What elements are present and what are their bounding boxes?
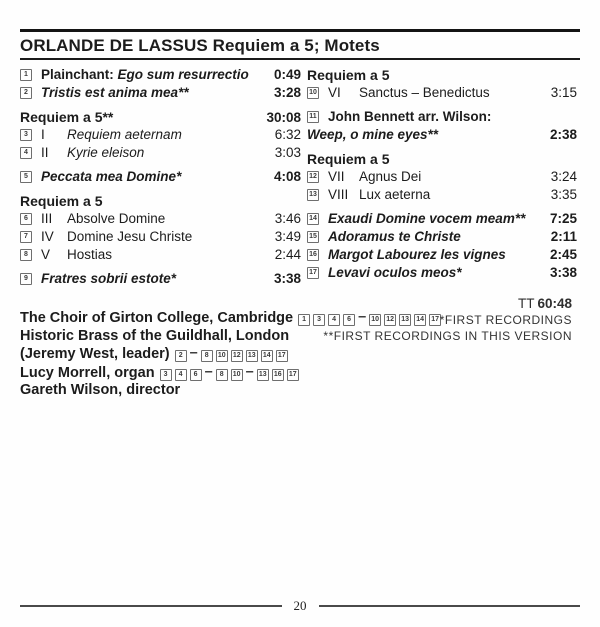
track-number-box: 12 [307, 171, 319, 183]
track-group [20, 108, 301, 162]
track-time: 7:25 [549, 211, 577, 226]
performer-line [20, 382, 580, 400]
track-row [20, 144, 301, 162]
movement-roman: I [41, 127, 45, 142]
work-heading-row [307, 66, 577, 84]
work-heading: Requiem a 5 [20, 193, 103, 209]
track-title: Peccata mea Domine* [41, 169, 182, 184]
track-title: Agnus Dei [359, 169, 422, 184]
track-number-box: 16 [307, 249, 319, 261]
track-title: Exaudi Domine vocem meam** [328, 211, 526, 226]
work-heading: Requiem a 5 [307, 67, 390, 83]
track-row [20, 246, 301, 264]
movement-roman: III [41, 211, 53, 226]
track-row [20, 210, 301, 228]
track-row [307, 108, 577, 126]
tracklist-right-column [307, 66, 577, 288]
top-rule [20, 29, 580, 32]
track-number-box: 11 [307, 111, 319, 123]
track-title: Domine Jesu Christe [67, 229, 193, 244]
total-time-value: 60:48 [537, 296, 572, 311]
footnote-first-recordings: *FIRST RECORDINGS [439, 313, 572, 327]
track-title-italic: Ego sum resurrectio [117, 67, 249, 82]
track-group [307, 66, 577, 102]
track-row [307, 126, 577, 144]
track-time: 3:38 [273, 271, 301, 286]
track-group [307, 210, 577, 282]
track-group [20, 270, 301, 288]
track-row [307, 264, 577, 282]
track-title: Adoramus te Christe [328, 229, 461, 244]
track-time: 3:24 [550, 169, 577, 184]
track-time: 2:11 [550, 229, 577, 244]
track-title: Tristis est anima mea** [41, 85, 189, 100]
track-number-box: 4 [20, 147, 32, 159]
tracklist [20, 66, 580, 288]
performer-track-marks: 2 – 8 10 12 13 14 17 [175, 346, 291, 362]
movement-roman: II [41, 145, 49, 160]
total-time-label: TT [517, 296, 535, 311]
track-time: 3:35 [550, 187, 577, 202]
track-row [307, 210, 577, 228]
track-title: Weep, o mine eyes** [307, 127, 439, 142]
track-time: 0:49 [273, 67, 301, 82]
track-title: Margot Labourez les vignes [328, 247, 506, 262]
page-number: 20 [293, 598, 307, 613]
track-number-box: 3 [20, 129, 32, 141]
track-group [307, 150, 577, 204]
total-time-block [323, 296, 572, 344]
credits-section [20, 296, 580, 400]
work-heading: Requiem a 5 [307, 151, 390, 167]
track-time: 2:38 [549, 127, 577, 142]
page-footer [20, 599, 580, 613]
performer-name: Historic Brass of the Guildhall, London [20, 327, 290, 344]
track-title: Kyrie eleison [67, 145, 145, 160]
performer-track-marks: 1 3 4 6 – 10 12 13 14 17 [298, 310, 444, 326]
performer-line [20, 345, 580, 364]
track-row [20, 126, 301, 144]
album-title: ORLANDE DE LASSUS Requiem a 5; Motets [20, 36, 380, 55]
track-row [307, 246, 577, 264]
track-number-box: 8 [20, 249, 32, 261]
track-group [20, 66, 301, 102]
track-number-box: 5 [20, 171, 32, 183]
footnote-first-recordings-version: **FIRST RECORDINGS IN THIS VERSION [323, 329, 572, 343]
footer-rule-right [319, 605, 581, 607]
track-row [307, 186, 577, 204]
movement-roman: IV [41, 229, 54, 244]
track-time: 3:49 [274, 229, 301, 244]
movement-roman: V [41, 247, 51, 262]
track-row [307, 168, 577, 186]
track-number-box: 14 [307, 213, 319, 225]
track-number-box: 13 [307, 189, 319, 201]
track-number-box: 10 [307, 87, 319, 99]
track-title: Fratres sobrii estote* [41, 271, 177, 286]
track-title: Absolve Domine [67, 211, 166, 226]
track-time: 3:03 [274, 145, 301, 160]
track-row [20, 84, 301, 102]
track-row [20, 66, 301, 84]
track-time: 3:15 [550, 85, 577, 100]
track-title: Requiem aeternam [67, 127, 182, 142]
performer-name: The Choir of Girton College, Cambridge [20, 310, 294, 326]
track-row [20, 270, 301, 288]
performer-name: Gareth Wilson, director [20, 382, 181, 398]
work-heading-row [20, 108, 301, 126]
track-title: Sanctus – Benedictus [359, 85, 490, 100]
track-title: Lux aeterna [359, 187, 431, 202]
work-heading-row [20, 192, 301, 210]
footer-rule-left [20, 605, 282, 607]
track-row [20, 228, 301, 246]
track-number-box: 17 [307, 267, 319, 279]
performer-name: (Jeremy West, leader) [20, 346, 170, 362]
composer-line: John Bennett arr. Wilson: [328, 109, 492, 124]
movement-roman: VII [328, 169, 345, 184]
title-underline-rule [20, 58, 580, 60]
track-time: 3:28 [273, 85, 301, 100]
work-total-time: 30:08 [266, 110, 301, 125]
track-number-box: 2 [20, 87, 32, 99]
performer-name: Lucy Morrell, organ [20, 364, 155, 381]
performer-line [20, 364, 580, 383]
track-time: 2:45 [549, 247, 577, 262]
track-number-box: 1 [20, 69, 32, 81]
track-row [307, 84, 577, 102]
total-time-line [323, 296, 572, 312]
movement-roman: VI [328, 85, 341, 100]
track-number-box: 9 [20, 273, 32, 285]
work-heading: Requiem a 5** [20, 109, 114, 125]
track-time: 6:32 [274, 127, 301, 142]
track-group [307, 108, 577, 144]
track-title: Levavi oculos meos* [328, 265, 462, 280]
track-number-box: 6 [20, 213, 32, 225]
track-row [20, 168, 301, 186]
track-group [20, 192, 301, 264]
track-time: 4:08 [273, 169, 301, 184]
track-title-prefix: Plainchant: [41, 67, 118, 82]
track-group [20, 168, 301, 186]
track-title [41, 66, 249, 84]
track-time: 2:44 [274, 247, 301, 262]
performer-track-marks: 3 4 6 – 8 10 – 13 16 17 [160, 365, 302, 381]
track-title: Hostias [67, 247, 113, 262]
track-time: 3:38 [549, 265, 577, 280]
track-number-box: 15 [307, 231, 319, 243]
work-heading-row [307, 150, 577, 168]
track-number-box: 7 [20, 231, 32, 243]
track-row [307, 228, 577, 246]
tracklist-left-column [20, 66, 301, 288]
track-time: 3:46 [274, 211, 301, 226]
movement-roman: VIII [328, 187, 349, 202]
